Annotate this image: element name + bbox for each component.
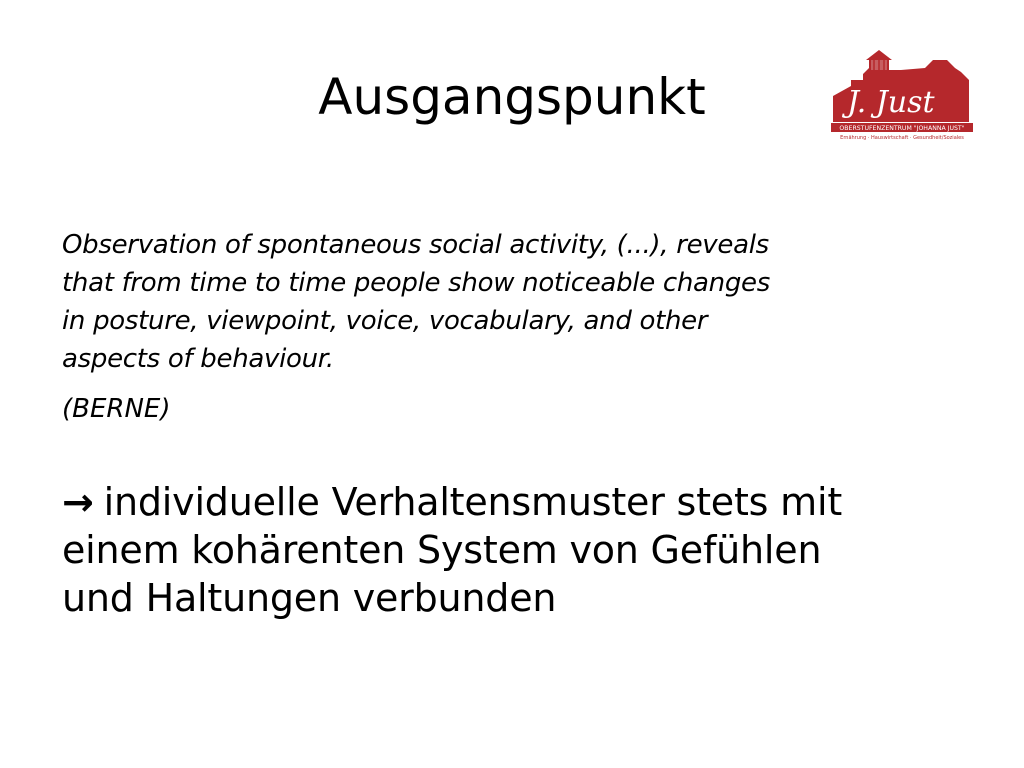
quote-author: (BERNE): [62, 394, 171, 424]
logo-subline: Ernährung · Hauswirtschaft · Gesundheit/Soziales: [840, 135, 964, 141]
quote-line: aspects of behaviour.: [62, 344, 334, 374]
statement-line: und Haltungen verbunden: [62, 576, 557, 620]
logo-school-name: OBERSTUFENZENTRUM "JOHANNA JUST": [839, 125, 965, 132]
logo-script-text: J. Just: [847, 85, 935, 120]
statement-line: [62, 478, 982, 526]
arrow-right-icon: →: [62, 480, 94, 524]
quote-line: that from time to time people show noticeable changes: [62, 268, 770, 298]
statement-paragraph: [62, 478, 982, 622]
quote-paragraph: [62, 226, 972, 378]
statement-line: einem kohärenten System von Gefühlen: [62, 528, 822, 572]
slide-title: Ausgangspunkt: [318, 68, 706, 126]
quote-line: Observation of spontaneous social activity, (...), reveals: [62, 230, 769, 260]
statement-text: individuelle Verhaltensmuster stets mit: [103, 480, 843, 524]
quote-line: in posture, viewpoint, voice, vocabulary, and other: [62, 306, 708, 336]
logo-graphic: [829, 46, 975, 142]
school-logo: [829, 46, 975, 142]
